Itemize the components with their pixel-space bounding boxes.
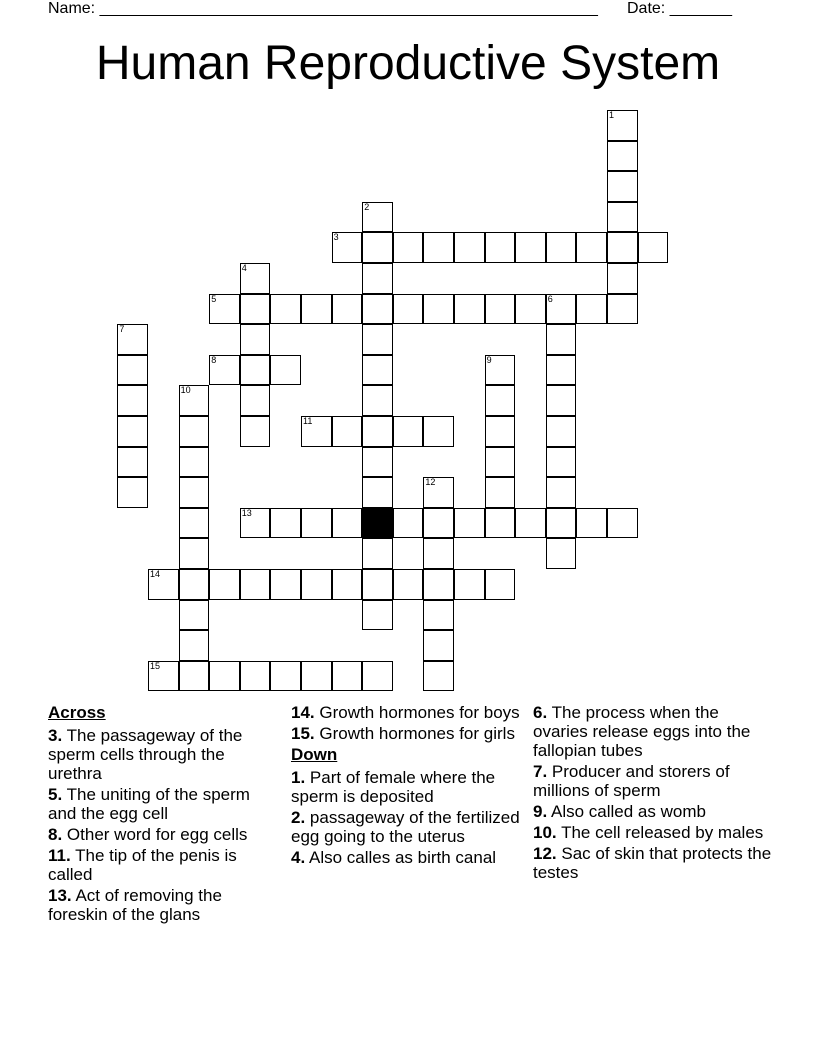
clue-number: 2: [364, 201, 370, 212]
grid-cell[interactable]: [270, 355, 301, 386]
grid-cell[interactable]: [179, 447, 210, 478]
grid-cell[interactable]: [607, 294, 638, 325]
clue-down-4: 4. Also calles as birth canal: [291, 848, 497, 867]
grid-cell[interactable]: [270, 508, 301, 539]
grid-cell[interactable]: [332, 416, 363, 447]
grid-cell[interactable]: [546, 538, 577, 569]
grid-cell[interactable]: [332, 569, 363, 600]
grid-cell[interactable]: [362, 324, 393, 355]
grid-cell[interactable]: [179, 477, 210, 508]
grid-cell[interactable]: [117, 447, 148, 478]
grid-cell[interactable]: [209, 569, 240, 600]
grid-cell[interactable]: [485, 294, 516, 325]
grid-cell[interactable]: [362, 538, 393, 569]
grid-cell[interactable]: [454, 508, 485, 539]
clue-number: 12: [425, 477, 436, 488]
grid-cell[interactable]: [485, 447, 516, 478]
grid-cell[interactable]: [362, 477, 393, 508]
grid-cell[interactable]: [362, 263, 393, 294]
grid-cell[interactable]: [362, 569, 393, 600]
grid-cell[interactable]: [148, 569, 179, 600]
grid-cell[interactable]: [362, 385, 393, 416]
name-field[interactable]: Name: ________________________________________________________: [48, 0, 598, 17]
grid-cell[interactable]: [362, 294, 393, 325]
grid-cell[interactable]: [240, 508, 271, 539]
grid-cell[interactable]: [362, 447, 393, 478]
clue-number: 7: [119, 324, 125, 335]
grid-cell[interactable]: [179, 508, 210, 539]
grid-cell[interactable]: [485, 508, 516, 539]
grid-cell[interactable]: [515, 508, 546, 539]
clue-down-6: 6. The process when the ovaries release eggs into the fallopian tubes: [533, 703, 751, 760]
grid-cell[interactable]: [454, 232, 485, 263]
grid-cell[interactable]: [179, 630, 210, 661]
clue-number: 15: [150, 660, 161, 671]
clue-number: 11: [303, 416, 313, 426]
grid-cell[interactable]: [576, 508, 607, 539]
grid-cell[interactable]: [362, 202, 393, 233]
grid-cell[interactable]: [117, 385, 148, 416]
clue-column-3: [533, 703, 773, 884]
grid-cell[interactable]: [332, 294, 363, 325]
grid-cell[interactable]: [546, 477, 577, 508]
grid-cell[interactable]: [179, 538, 210, 569]
grid-cell[interactable]: [576, 294, 607, 325]
clue-across-13: 13. Act of removing the foreskin of the glans: [48, 886, 222, 924]
grid-cell[interactable]: [148, 661, 179, 692]
grid-cell[interactable]: [485, 416, 516, 447]
clue-across-11: 11. The tip of the penis is called: [48, 846, 237, 884]
grid-cell[interactable]: [362, 416, 393, 447]
grid-cell[interactable]: [423, 416, 454, 447]
clue-across-14: 14. Growth hormones for boys: [291, 703, 520, 722]
grid-cell[interactable]: [362, 355, 393, 386]
clue-column-1: [48, 703, 270, 926]
grid-cell[interactable]: [240, 294, 271, 325]
grid-cell[interactable]: [546, 355, 577, 386]
grid-cell[interactable]: [607, 110, 638, 141]
grid-cell[interactable]: [423, 477, 454, 508]
grid-cell[interactable]: [179, 385, 210, 416]
clue-across-15: 15. Growth hormones for girls: [291, 724, 515, 743]
grid-cell[interactable]: [515, 232, 546, 263]
clue-down-1: 1. Part of female where the sperm is deposited: [291, 768, 496, 806]
black-cell: [362, 508, 393, 539]
grid-cell[interactable]: [301, 661, 332, 692]
grid-cell[interactable]: [362, 661, 393, 692]
grid-cell[interactable]: [240, 355, 271, 386]
grid-cell[interactable]: [209, 355, 240, 386]
clue-number: 13: [241, 507, 252, 518]
clue-number: 5: [211, 293, 217, 304]
grid-cell[interactable]: [209, 294, 240, 325]
clue-down-2: 2. passageway of the fertilized egg going to the uterus: [291, 808, 520, 846]
grid-cell[interactable]: [546, 294, 577, 325]
grid-cell[interactable]: [393, 232, 424, 263]
grid-cell[interactable]: [423, 630, 454, 661]
grid-cell[interactable]: [607, 232, 638, 263]
clue-across-5: 5. The uniting of the sperm and the egg cell: [48, 785, 250, 823]
grid-cell[interactable]: [301, 416, 332, 447]
clue-down-12: 12. Sac of skin that protects the testes: [533, 844, 772, 882]
grid-cell[interactable]: [515, 294, 546, 325]
grid-cell[interactable]: [393, 569, 424, 600]
grid-cell[interactable]: [270, 569, 301, 600]
grid-cell[interactable]: [485, 355, 516, 386]
grid-cell[interactable]: [423, 538, 454, 569]
grid-cell[interactable]: [485, 385, 516, 416]
clue-number: 10: [180, 385, 191, 396]
grid-cell[interactable]: [270, 661, 301, 692]
grid-cell[interactable]: [607, 202, 638, 233]
clue-down-7: 7. Producer and storers of millions of sperm: [533, 762, 730, 800]
grid-cell[interactable]: [179, 416, 210, 447]
grid-cell[interactable]: [607, 508, 638, 539]
page-title: Human Reproductive System: [95, 37, 721, 90]
grid-cell[interactable]: [423, 294, 454, 325]
clue-number: 4: [241, 263, 247, 273]
grid-cell[interactable]: [240, 416, 271, 447]
grid-cell[interactable]: [240, 385, 271, 416]
clue-number: 14: [150, 569, 161, 579]
grid-cell[interactable]: [485, 569, 516, 600]
clue-down-9: 9. Also called as womb: [533, 802, 706, 821]
clue-number: 8: [211, 354, 217, 365]
clue-number: 3: [333, 232, 339, 243]
grid-cell[interactable]: [179, 569, 210, 600]
grid-cell[interactable]: [393, 294, 424, 325]
clue-number: 9: [486, 354, 492, 365]
grid-cell[interactable]: [117, 355, 148, 386]
grid-cell[interactable]: [332, 508, 363, 539]
grid-cell[interactable]: [546, 416, 577, 447]
grid-cell[interactable]: [546, 385, 577, 416]
grid-cell[interactable]: [423, 661, 454, 692]
grid-cell[interactable]: [607, 171, 638, 202]
grid-cell[interactable]: [332, 661, 363, 692]
grid-cell[interactable]: [546, 232, 577, 263]
grid-cell[interactable]: [117, 324, 148, 355]
grid-cell[interactable]: [454, 294, 485, 325]
grid-cell[interactable]: [240, 263, 271, 294]
grid-cell[interactable]: [546, 508, 577, 539]
grid-cell[interactable]: [301, 294, 332, 325]
grid-cell[interactable]: [301, 508, 332, 539]
grid-cell[interactable]: [638, 232, 669, 263]
grid-cell[interactable]: [301, 569, 332, 600]
grid-cell[interactable]: [362, 232, 393, 263]
grid-cell[interactable]: [393, 508, 424, 539]
grid-cell[interactable]: [393, 416, 424, 447]
clue-across-3: 3. The passageway of the sperm cells through the urethra: [48, 726, 243, 783]
grid-cell[interactable]: [546, 447, 577, 478]
clue-column-2: [291, 703, 521, 869]
down-heading: Down: [291, 745, 338, 764]
grid-cell[interactable]: [423, 569, 454, 600]
grid-cell[interactable]: [423, 232, 454, 263]
grid-cell[interactable]: [423, 600, 454, 631]
across-heading: Across: [48, 703, 106, 722]
grid-cell[interactable]: [332, 232, 363, 263]
grid-cell[interactable]: [179, 600, 210, 631]
grid-cell[interactable]: [240, 661, 271, 692]
clue-down-10: 10. The cell released by males: [533, 823, 764, 842]
grid-cell[interactable]: [423, 508, 454, 539]
grid-cell[interactable]: [270, 294, 301, 325]
grid-cell[interactable]: [362, 600, 393, 631]
grid-cell[interactable]: [117, 477, 148, 508]
grid-cell[interactable]: [485, 477, 516, 508]
grid-cell[interactable]: [607, 141, 638, 172]
clue-number: 1: [609, 110, 615, 120]
grid-cell[interactable]: [240, 569, 271, 600]
grid-cell[interactable]: [454, 569, 485, 600]
clue-across-8: 8. Other word for egg cells: [48, 825, 248, 844]
date-field[interactable]: Date: _______: [627, 0, 732, 17]
grid-cell[interactable]: [607, 263, 638, 294]
grid-cell[interactable]: [546, 324, 577, 355]
clue-number: 6: [547, 293, 553, 304]
grid-cell[interactable]: [240, 324, 271, 355]
grid-cell[interactable]: [485, 232, 516, 263]
grid-cell[interactable]: [576, 232, 607, 263]
grid-cell[interactable]: [179, 661, 210, 692]
grid-cell[interactable]: [209, 661, 240, 692]
grid-cell[interactable]: [117, 416, 148, 447]
